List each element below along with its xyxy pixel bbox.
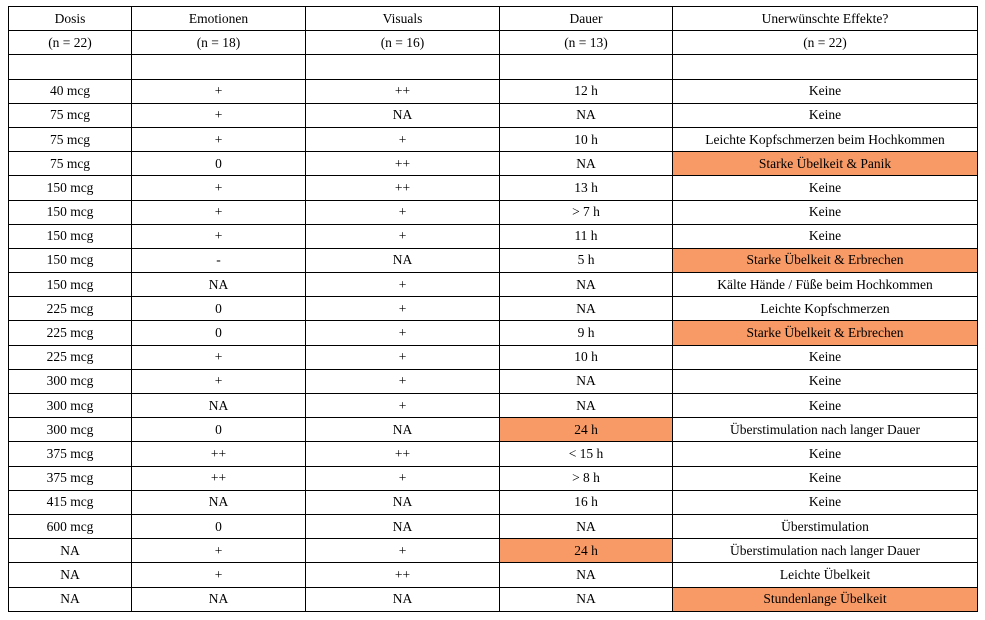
cell-duration: 9 h [500,321,673,345]
cell-dose: NA [9,539,132,563]
cell-duration: 10 h [500,127,673,151]
table-row [9,176,978,200]
table-row [9,394,978,418]
cell-visuals: + [306,394,500,418]
cell-effects: Keine [673,176,978,200]
header-effects: Unerwünschte Effekte? [673,7,978,31]
cell-emotions: NA [132,490,306,514]
cell-visuals: + [306,273,500,297]
cell-visuals: ++ [306,176,500,200]
table-row [9,248,978,272]
cell-visuals: NA [306,587,500,611]
table-row [9,418,978,442]
empty-cell [132,55,306,79]
cell-duration: NA [500,514,673,538]
cell-duration: NA [500,394,673,418]
cell-effects: Keine [673,466,978,490]
cell-duration: NA [500,103,673,127]
cell-visuals: NA [306,248,500,272]
cell-emotions: + [132,224,306,248]
cell-visuals: + [306,466,500,490]
cell-emotions: - [132,248,306,272]
cell-effects: Keine [673,103,978,127]
count-duration: (n = 13) [500,31,673,55]
cell-effects: Stundenlange Übelkeit [673,587,978,611]
cell-dose: 40 mcg [9,79,132,103]
cell-visuals: + [306,224,500,248]
cell-dose: 75 mcg [9,152,132,176]
cell-dose: 415 mcg [9,490,132,514]
table-row [9,345,978,369]
cell-emotions: ++ [132,466,306,490]
table-row [9,200,978,224]
table-row [9,587,978,611]
cell-effects: Überstimulation nach langer Dauer [673,539,978,563]
cell-emotions: NA [132,273,306,297]
cell-dose: 375 mcg [9,442,132,466]
cell-emotions: + [132,103,306,127]
cell-dose: 300 mcg [9,394,132,418]
cell-visuals: NA [306,103,500,127]
cell-emotions: 0 [132,514,306,538]
cell-duration: NA [500,273,673,297]
cell-effects: Keine [673,490,978,514]
cell-dose: 225 mcg [9,345,132,369]
table-row [9,321,978,345]
cell-visuals: NA [306,514,500,538]
cell-effects: Leichte Übelkeit [673,563,978,587]
cell-emotions: 0 [132,152,306,176]
cell-emotions: ++ [132,442,306,466]
cell-duration: 16 h [500,490,673,514]
table-row [9,563,978,587]
cell-visuals: + [306,539,500,563]
cell-duration: 12 h [500,79,673,103]
cell-visuals: + [306,345,500,369]
cell-dose: 75 mcg [9,103,132,127]
cell-visuals: ++ [306,442,500,466]
cell-effects: Keine [673,394,978,418]
table-row [9,127,978,151]
empty-cell [306,55,500,79]
cell-dose: 300 mcg [9,369,132,393]
cell-visuals: + [306,200,500,224]
header-dose: Dosis [9,7,132,31]
cell-duration: 5 h [500,248,673,272]
cell-visuals: NA [306,490,500,514]
cell-dose: NA [9,563,132,587]
cell-emotions: NA [132,394,306,418]
table-row [9,369,978,393]
table-row [9,442,978,466]
cell-dose: NA [9,587,132,611]
cell-effects: Starke Übelkeit & Panik [673,152,978,176]
empty-cell [500,55,673,79]
count-emotions: (n = 18) [132,31,306,55]
cell-visuals: ++ [306,563,500,587]
cell-visuals: NA [306,418,500,442]
cell-emotions: 0 [132,297,306,321]
cell-effects: Keine [673,79,978,103]
cell-emotions: 0 [132,418,306,442]
cell-emotions: + [132,79,306,103]
cell-visuals: + [306,321,500,345]
cell-duration: < 15 h [500,442,673,466]
cell-visuals: ++ [306,152,500,176]
cell-emotions: 0 [132,321,306,345]
header-visuals: Visuals [306,7,500,31]
count-row [9,31,978,55]
cell-visuals: + [306,127,500,151]
count-visuals: (n = 16) [306,31,500,55]
cell-effects: Keine [673,224,978,248]
table-row [9,103,978,127]
cell-effects: Überstimulation nach langer Dauer [673,418,978,442]
cell-dose: 225 mcg [9,297,132,321]
table-row [9,539,978,563]
cell-effects: Leichte Kopfschmerzen beim Hochkommen [673,127,978,151]
cell-effects: Keine [673,369,978,393]
cell-effects: Kälte Hände / Füße beim Hochkommen [673,273,978,297]
count-effects: (n = 22) [673,31,978,55]
cell-effects: Starke Übelkeit & Erbrechen [673,321,978,345]
cell-visuals: + [306,297,500,321]
cell-emotions: + [132,200,306,224]
cell-effects: Keine [673,200,978,224]
spacer-row [9,55,978,79]
cell-duration: NA [500,297,673,321]
cell-dose: 150 mcg [9,224,132,248]
cell-duration: NA [500,587,673,611]
cell-duration: 11 h [500,224,673,248]
cell-emotions: + [132,345,306,369]
cell-effects: Überstimulation [673,514,978,538]
cell-emotions: + [132,127,306,151]
header-emotions: Emotionen [132,7,306,31]
cell-duration: NA [500,563,673,587]
cell-visuals: ++ [306,79,500,103]
cell-dose: 150 mcg [9,248,132,272]
empty-cell [673,55,978,79]
cell-dose: 300 mcg [9,418,132,442]
cell-duration: 13 h [500,176,673,200]
cell-effects: Starke Übelkeit & Erbrechen [673,248,978,272]
cell-emotions: + [132,539,306,563]
header-row [9,7,978,31]
cell-duration: NA [500,369,673,393]
cell-effects: Keine [673,442,978,466]
cell-visuals: + [306,369,500,393]
table-row [9,490,978,514]
cell-duration: > 8 h [500,466,673,490]
cell-dose: 150 mcg [9,176,132,200]
table-row [9,273,978,297]
cell-duration: 10 h [500,345,673,369]
cell-effects: Leichte Kopfschmerzen [673,297,978,321]
table-row [9,466,978,490]
count-dose: (n = 22) [9,31,132,55]
cell-duration: > 7 h [500,200,673,224]
cell-duration: 24 h [500,539,673,563]
cell-dose: 375 mcg [9,466,132,490]
dosage-table [8,6,978,612]
cell-dose: 150 mcg [9,200,132,224]
table-row [9,79,978,103]
cell-dose: 75 mcg [9,127,132,151]
empty-cell [9,55,132,79]
cell-effects: Keine [673,345,978,369]
cell-duration: 24 h [500,418,673,442]
cell-duration: NA [500,152,673,176]
table-row [9,514,978,538]
cell-emotions: + [132,176,306,200]
cell-emotions: + [132,563,306,587]
cell-dose: 150 mcg [9,273,132,297]
table-row [9,297,978,321]
header-duration: Dauer [500,7,673,31]
cell-emotions: NA [132,587,306,611]
cell-emotions: + [132,369,306,393]
cell-dose: 600 mcg [9,514,132,538]
cell-dose: 225 mcg [9,321,132,345]
table-row [9,224,978,248]
table-row [9,152,978,176]
